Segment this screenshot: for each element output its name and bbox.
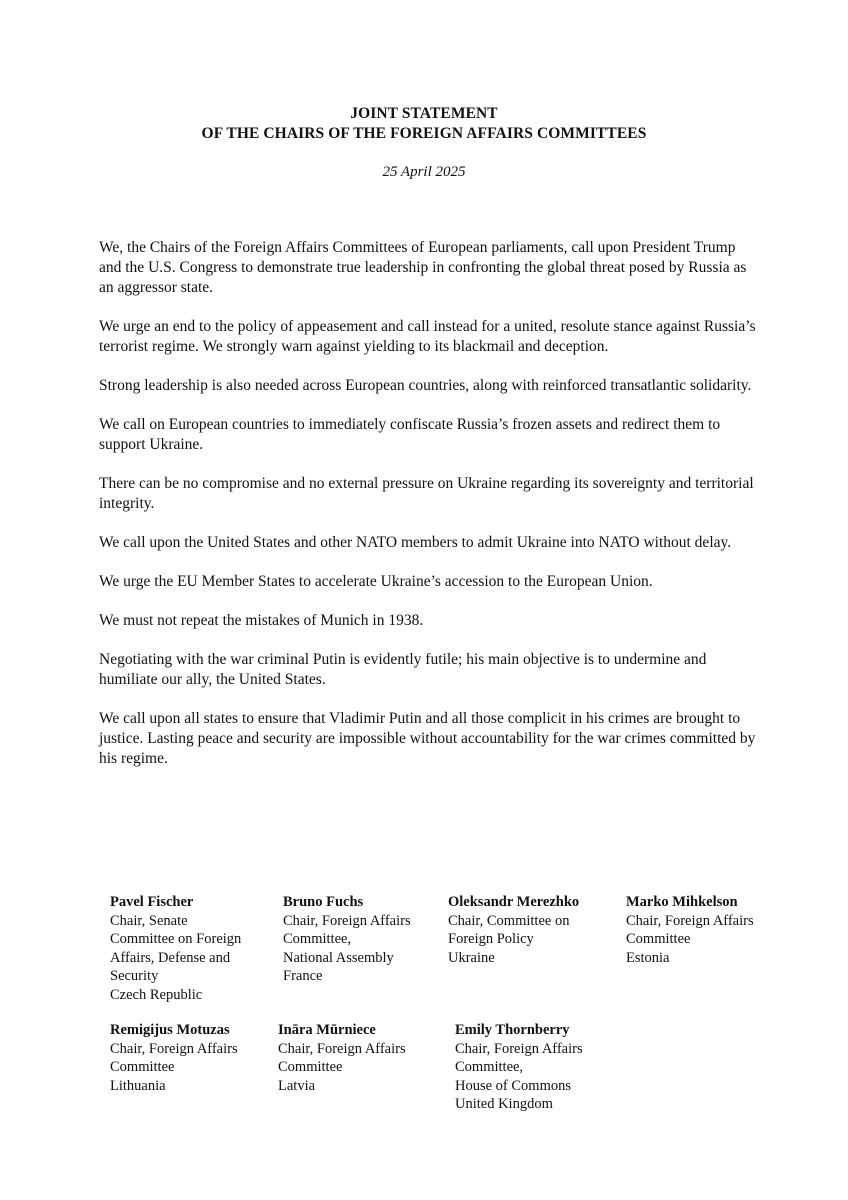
signatory-block [283, 893, 411, 986]
signatory-country: France [283, 968, 323, 984]
signatory-name: Emily Thornberry [455, 1022, 570, 1038]
signatory-block [110, 1021, 238, 1095]
signatory-country: Czech Republic [110, 986, 203, 1003]
paragraph: We call upon the United States and other NATO members to admit Ukraine into NATO without delay. [99, 534, 732, 551]
signatory-block [626, 893, 754, 967]
paragraph: We call on European countries to immediately confiscate Russia’s frozen assets and redirect them to support Ukraine. [99, 416, 721, 453]
paragraph: We, the Chairs of the Foreign Affairs Committees of European parliaments, call upon President Trump and the U.S. Congress to demonstrate true leadership in confronting the global threat posed by Russia as an aggressor state. [99, 239, 747, 296]
signatory-title-line: Chair, Foreign Affairs [110, 1040, 238, 1057]
signatory-title-line: Committee [110, 1059, 175, 1075]
paragraph: We call upon all states to ensure that Vladimir Putin and all those complicit in his crimes are brought to justice. Lasting peace and security are impossible without accountability for the war crimes committed by his regime. [99, 710, 756, 767]
signatory-name: Remigijus Motuzas [110, 1022, 230, 1038]
signatory-title-line: Chair, Senate [110, 912, 188, 929]
paragraph: We urge the EU Member States to accelerate Ukraine’s accession to the European Union. [99, 573, 653, 590]
document-title [0, 104, 848, 144]
signatory-block [448, 893, 579, 967]
signatory-name: Ināra Mūrniece [278, 1022, 376, 1038]
signatory-title-line: Chair, Foreign Affairs [278, 1040, 406, 1057]
signatory-name: Bruno Fuchs [283, 894, 364, 910]
signatory-title-line: Chair, Foreign Affairs [455, 1040, 583, 1057]
title-line-2: OF THE CHAIRS OF THE FOREIGN AFFAIRS COMMITTEES [201, 125, 647, 142]
signatory-name: Marko Mihkelson [626, 894, 738, 910]
signatory-block [110, 893, 241, 1004]
signatory-title-line: Chair, Foreign Affairs [283, 912, 411, 929]
signatory-block [278, 1021, 406, 1095]
signatory-name: Oleksandr Merezhko [448, 894, 580, 910]
document-date: 25 April 2025 [382, 164, 466, 180]
title-line-1: JOINT STATEMENT [350, 105, 498, 122]
signatory-title-line: Committee, [455, 1059, 524, 1075]
paragraph: We must not repeat the mistakes of Munich in 1938. [99, 612, 424, 629]
signatory-title-line: Committee [278, 1059, 343, 1075]
paragraph: Negotiating with the war criminal Putin is evidently futile; his main objective is to undermine and humiliate our ally, the United States. [99, 651, 707, 688]
signatory-country: Latvia [278, 1077, 316, 1094]
signatory-title-line: Committee on Foreign [110, 931, 242, 947]
signatory-title-line: Foreign Policy [448, 931, 534, 947]
signatory-block [455, 1021, 583, 1114]
signatory-name: Pavel Fischer [110, 894, 194, 910]
signatory-title-line: House of Commons [455, 1077, 571, 1094]
signatory-country: Estonia [626, 949, 670, 966]
signatory-country: Lithuania [110, 1077, 166, 1094]
paragraph: There can be no compromise and no external pressure on Ukraine regarding its sovereignty and territorial integrity. [99, 475, 754, 512]
signatory-title-line: National Assembly [283, 949, 394, 966]
paragraph: We urge an end to the policy of appeasement and call instead for a united, resolute stance against Russia’s terrorist regime. We strongly warn against yielding to its blackmail and deception. [99, 318, 756, 355]
signatory-title-line: Affairs, Defense and [110, 949, 231, 966]
signatory-title-line: Committee [626, 931, 691, 947]
signatory-title-line: Chair, Committee on [448, 912, 570, 929]
signatory-country: Ukraine [448, 949, 495, 966]
signatory-title-line: Chair, Foreign Affairs [626, 912, 754, 929]
statement-body [99, 238, 759, 788]
signatory-title-line: Committee, [283, 931, 352, 947]
signatory-title-line: Security [110, 968, 159, 984]
signatory-country: United Kingdom [455, 1096, 553, 1112]
paragraph: Strong leadership is also needed across European countries, along with reinforced transatlantic solidarity. [99, 377, 752, 394]
